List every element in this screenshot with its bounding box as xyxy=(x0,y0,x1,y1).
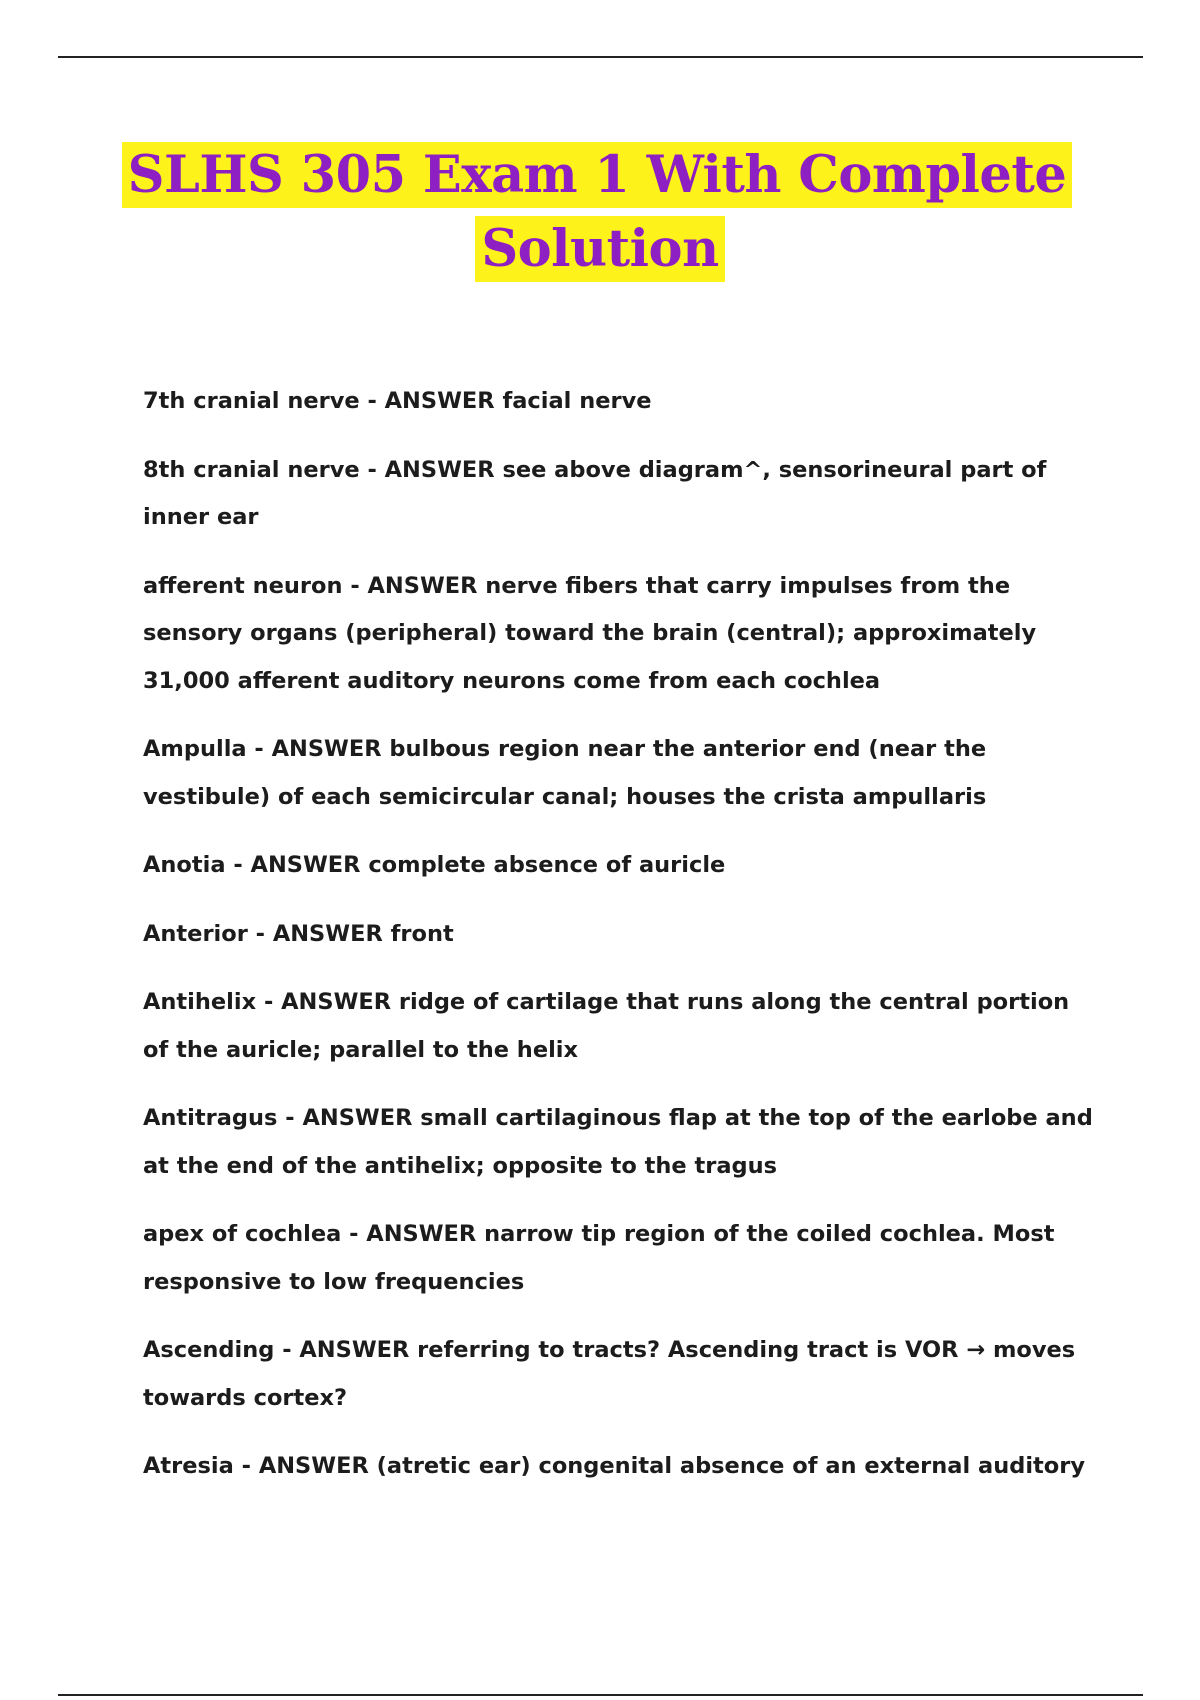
qa-entry: apex of cochlea - ANSWER narrow tip region of the coiled cochlea. Most responsive to low frequencies xyxy=(143,1221,1055,1295)
top-rule xyxy=(58,56,1143,58)
qa-entry: afferent neuron - ANSWER nerve fibers that carry impulses from the sensory organs (peripheral) toward the brain (central); approximately 31,000 afferent auditory neurons come from each cochlea xyxy=(143,572,1037,694)
qa-entry: Ascending - ANSWER referring to tracts? Ascending tract is VOR → moves towards cortex? xyxy=(143,1337,1076,1411)
qa-entry: Anterior - ANSWER front xyxy=(143,920,454,947)
qa-entry: Antihelix - ANSWER ridge of cartilage that runs along the central portion of the auricle; parallel to the helix xyxy=(143,989,1070,1063)
qa-entry: Ampulla - ANSWER bulbous region near the anterior end (near the vestibule) of each semicircular canal; houses the crista ampullaris xyxy=(143,736,987,810)
document-title-text: SLHS 305 Exam 1 With Complete Solution xyxy=(122,142,1073,282)
qa-entry: Atresia - ANSWER (atretic ear) congenital absence of an external auditory xyxy=(143,1453,1086,1479)
qa-entry: Antitragus - ANSWER small cartilaginous flap at the top of the earlobe and at the end of the antihelix; opposite to the tragus xyxy=(143,1105,1093,1179)
qa-list xyxy=(143,378,1093,1512)
qa-entry: 8th cranial nerve - ANSWER see above diagram^, sensorineural part of inner ear xyxy=(143,456,1047,530)
qa-entry: 7th cranial nerve - ANSWER facial nerve xyxy=(143,388,652,414)
document-title xyxy=(0,138,1200,286)
bottom-rule xyxy=(58,1694,1143,1696)
qa-entry: Anotia - ANSWER complete absence of auricle xyxy=(143,852,726,878)
